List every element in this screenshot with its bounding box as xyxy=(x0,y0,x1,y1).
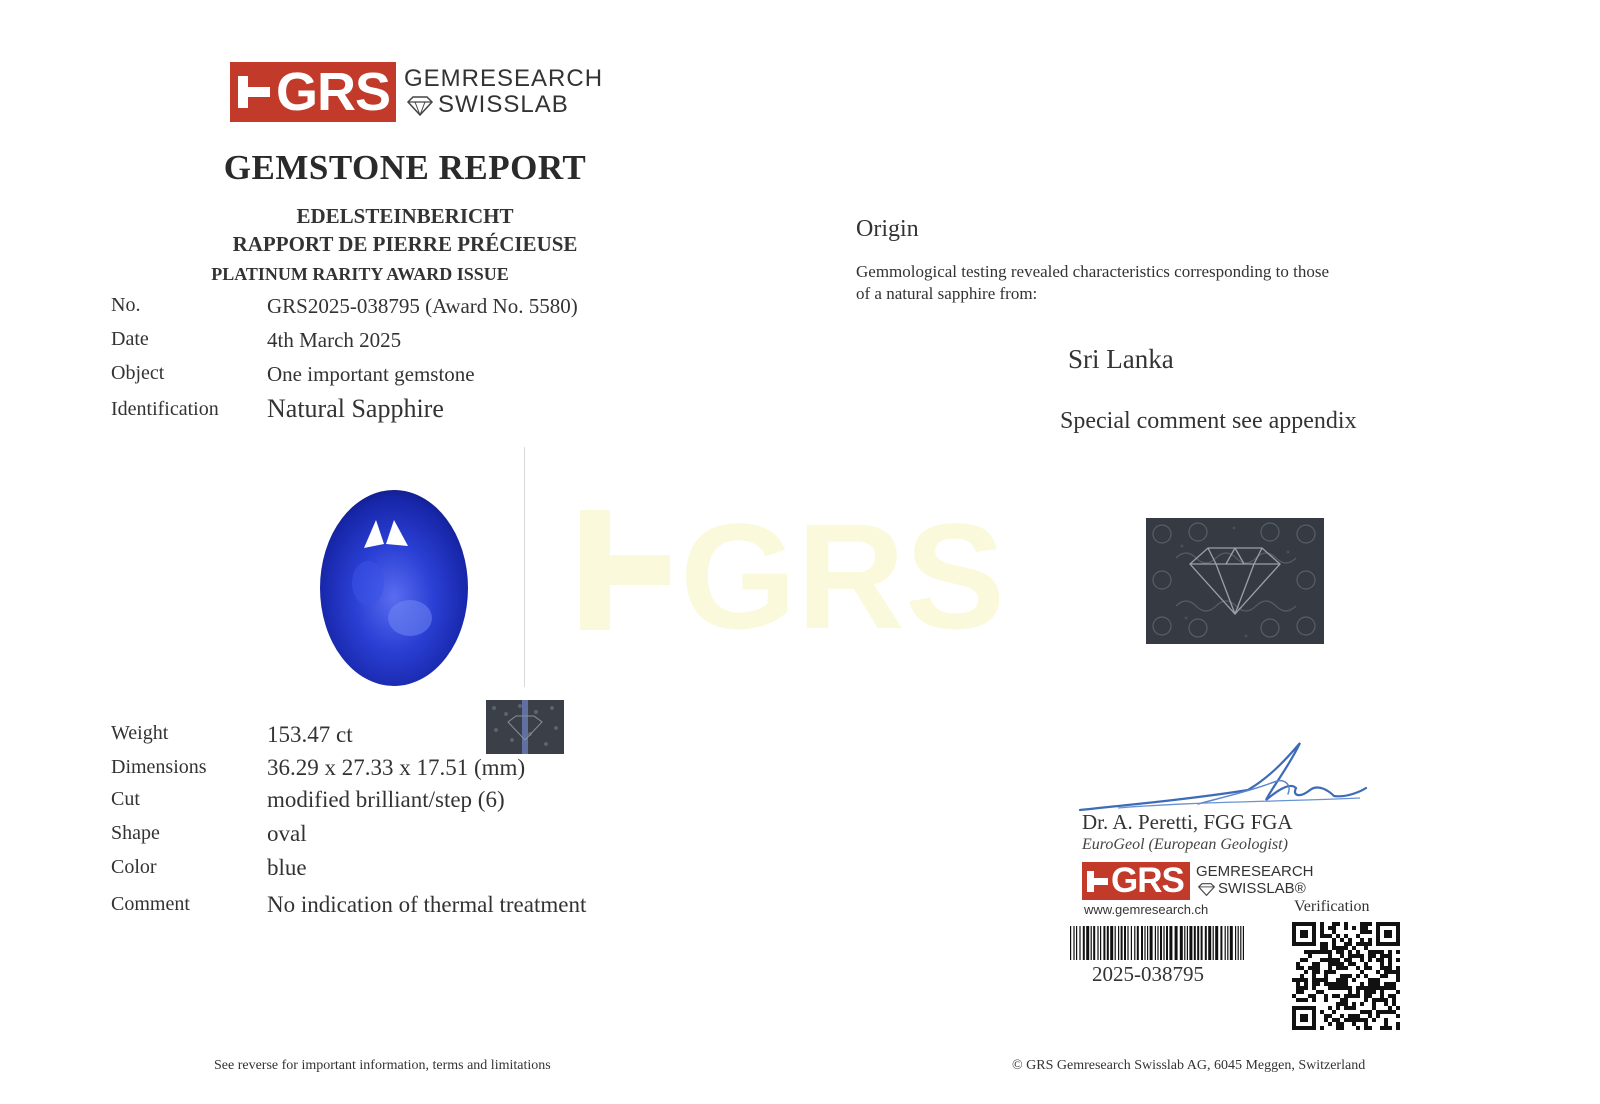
subtitle-german: EDELSTEINBERICHT xyxy=(296,204,514,228)
property-value-weight: 153.47 ct xyxy=(267,722,353,747)
logo-small-brand: GRS xyxy=(1111,861,1184,900)
subtitle-french: RAPPORT DE PIERRE PRÉCIEUSE xyxy=(232,232,578,256)
logo-line2: SWISSLAB xyxy=(438,91,569,118)
diamond-icon xyxy=(406,96,434,116)
logo-small-line2: SWISSLAB® xyxy=(1218,880,1306,897)
verification-label: Verification xyxy=(1294,898,1370,915)
hologram-seal xyxy=(1146,518,1324,644)
report-title: GEMSTONE REPORT xyxy=(223,148,587,187)
watermark-text: GRS xyxy=(680,500,1006,650)
logo-brand: GRS xyxy=(276,62,391,122)
footer-copyright: © GRS Gemresearch Swisslab AG, 6045 Meggen, Switzerland xyxy=(1012,1058,1366,1073)
detail-value-number: GRS2025-038795 (Award No. 5580) xyxy=(267,294,578,318)
award-issue: PLATINUM RARITY AWARD ISSUE xyxy=(211,264,509,284)
property-label-weight: Weight xyxy=(111,722,169,744)
verification-qr-code[interactable] xyxy=(1292,922,1400,1030)
grs-logo-small-box xyxy=(1082,862,1190,900)
origin-text-line2: of a natural sapphire from: xyxy=(856,284,1038,303)
barcode-number: 2025-038795 xyxy=(1092,962,1204,986)
signature-graphic xyxy=(1078,738,1368,818)
logo-line1: GEMRESEARCH xyxy=(404,65,604,92)
detail-label-object: Object xyxy=(111,362,165,384)
property-label-color: Color xyxy=(111,856,157,878)
logo-small-line1: GEMRESEARCH xyxy=(1196,863,1314,880)
property-label-dimensions: Dimensions xyxy=(111,756,207,778)
hologram-seal-small xyxy=(486,700,564,754)
footer-disclaimer: See reverse for important information, terms and limitations xyxy=(214,1058,551,1073)
grs-logo xyxy=(230,62,604,122)
detail-value-identification: Natural Sapphire xyxy=(267,394,444,423)
origin-text-line1: Gemmological testing revealed characteristics corresponding to those xyxy=(856,262,1330,281)
property-value-cut: modified brilliant/step (6) xyxy=(267,787,505,812)
property-label-comment: Comment xyxy=(111,893,190,915)
detail-label-number: No. xyxy=(111,294,141,316)
origin-country: Sri Lanka xyxy=(1068,344,1174,374)
property-label-shape: Shape xyxy=(111,822,160,844)
website-url[interactable]: www.gemresearch.ch xyxy=(1084,902,1209,917)
sapphire-photo xyxy=(318,488,470,688)
signer-title: EuroGeol (European Geologist) xyxy=(1082,836,1288,853)
signer-name: Dr. A. Peretti, FGG FGA xyxy=(1082,810,1293,834)
photo-divider xyxy=(524,447,525,687)
grs-logo-box xyxy=(230,62,396,122)
detail-label-identification: Identification xyxy=(111,398,219,420)
detail-value-date: 4th March 2025 xyxy=(267,328,402,352)
property-value-shape: oval xyxy=(267,821,307,846)
detail-value-object: One important gemstone xyxy=(267,362,475,386)
grs-logo-small xyxy=(1082,862,1322,902)
special-comment: Special comment see appendix xyxy=(1060,408,1357,434)
swiss-flag-icon xyxy=(1087,871,1109,892)
detail-label-date: Date xyxy=(111,328,149,350)
grs-watermark xyxy=(580,500,1020,650)
property-label-cut: Cut xyxy=(111,788,140,810)
diamond-icon xyxy=(1197,883,1216,896)
property-value-color: blue xyxy=(267,855,307,880)
barcode xyxy=(1070,926,1246,960)
origin-heading: Origin xyxy=(856,216,919,242)
property-value-comment: No indication of thermal treatment xyxy=(267,892,587,917)
swiss-flag-icon xyxy=(238,76,272,108)
property-value-dimensions: 36.29 x 27.33 x 17.51 (mm) xyxy=(267,755,526,780)
